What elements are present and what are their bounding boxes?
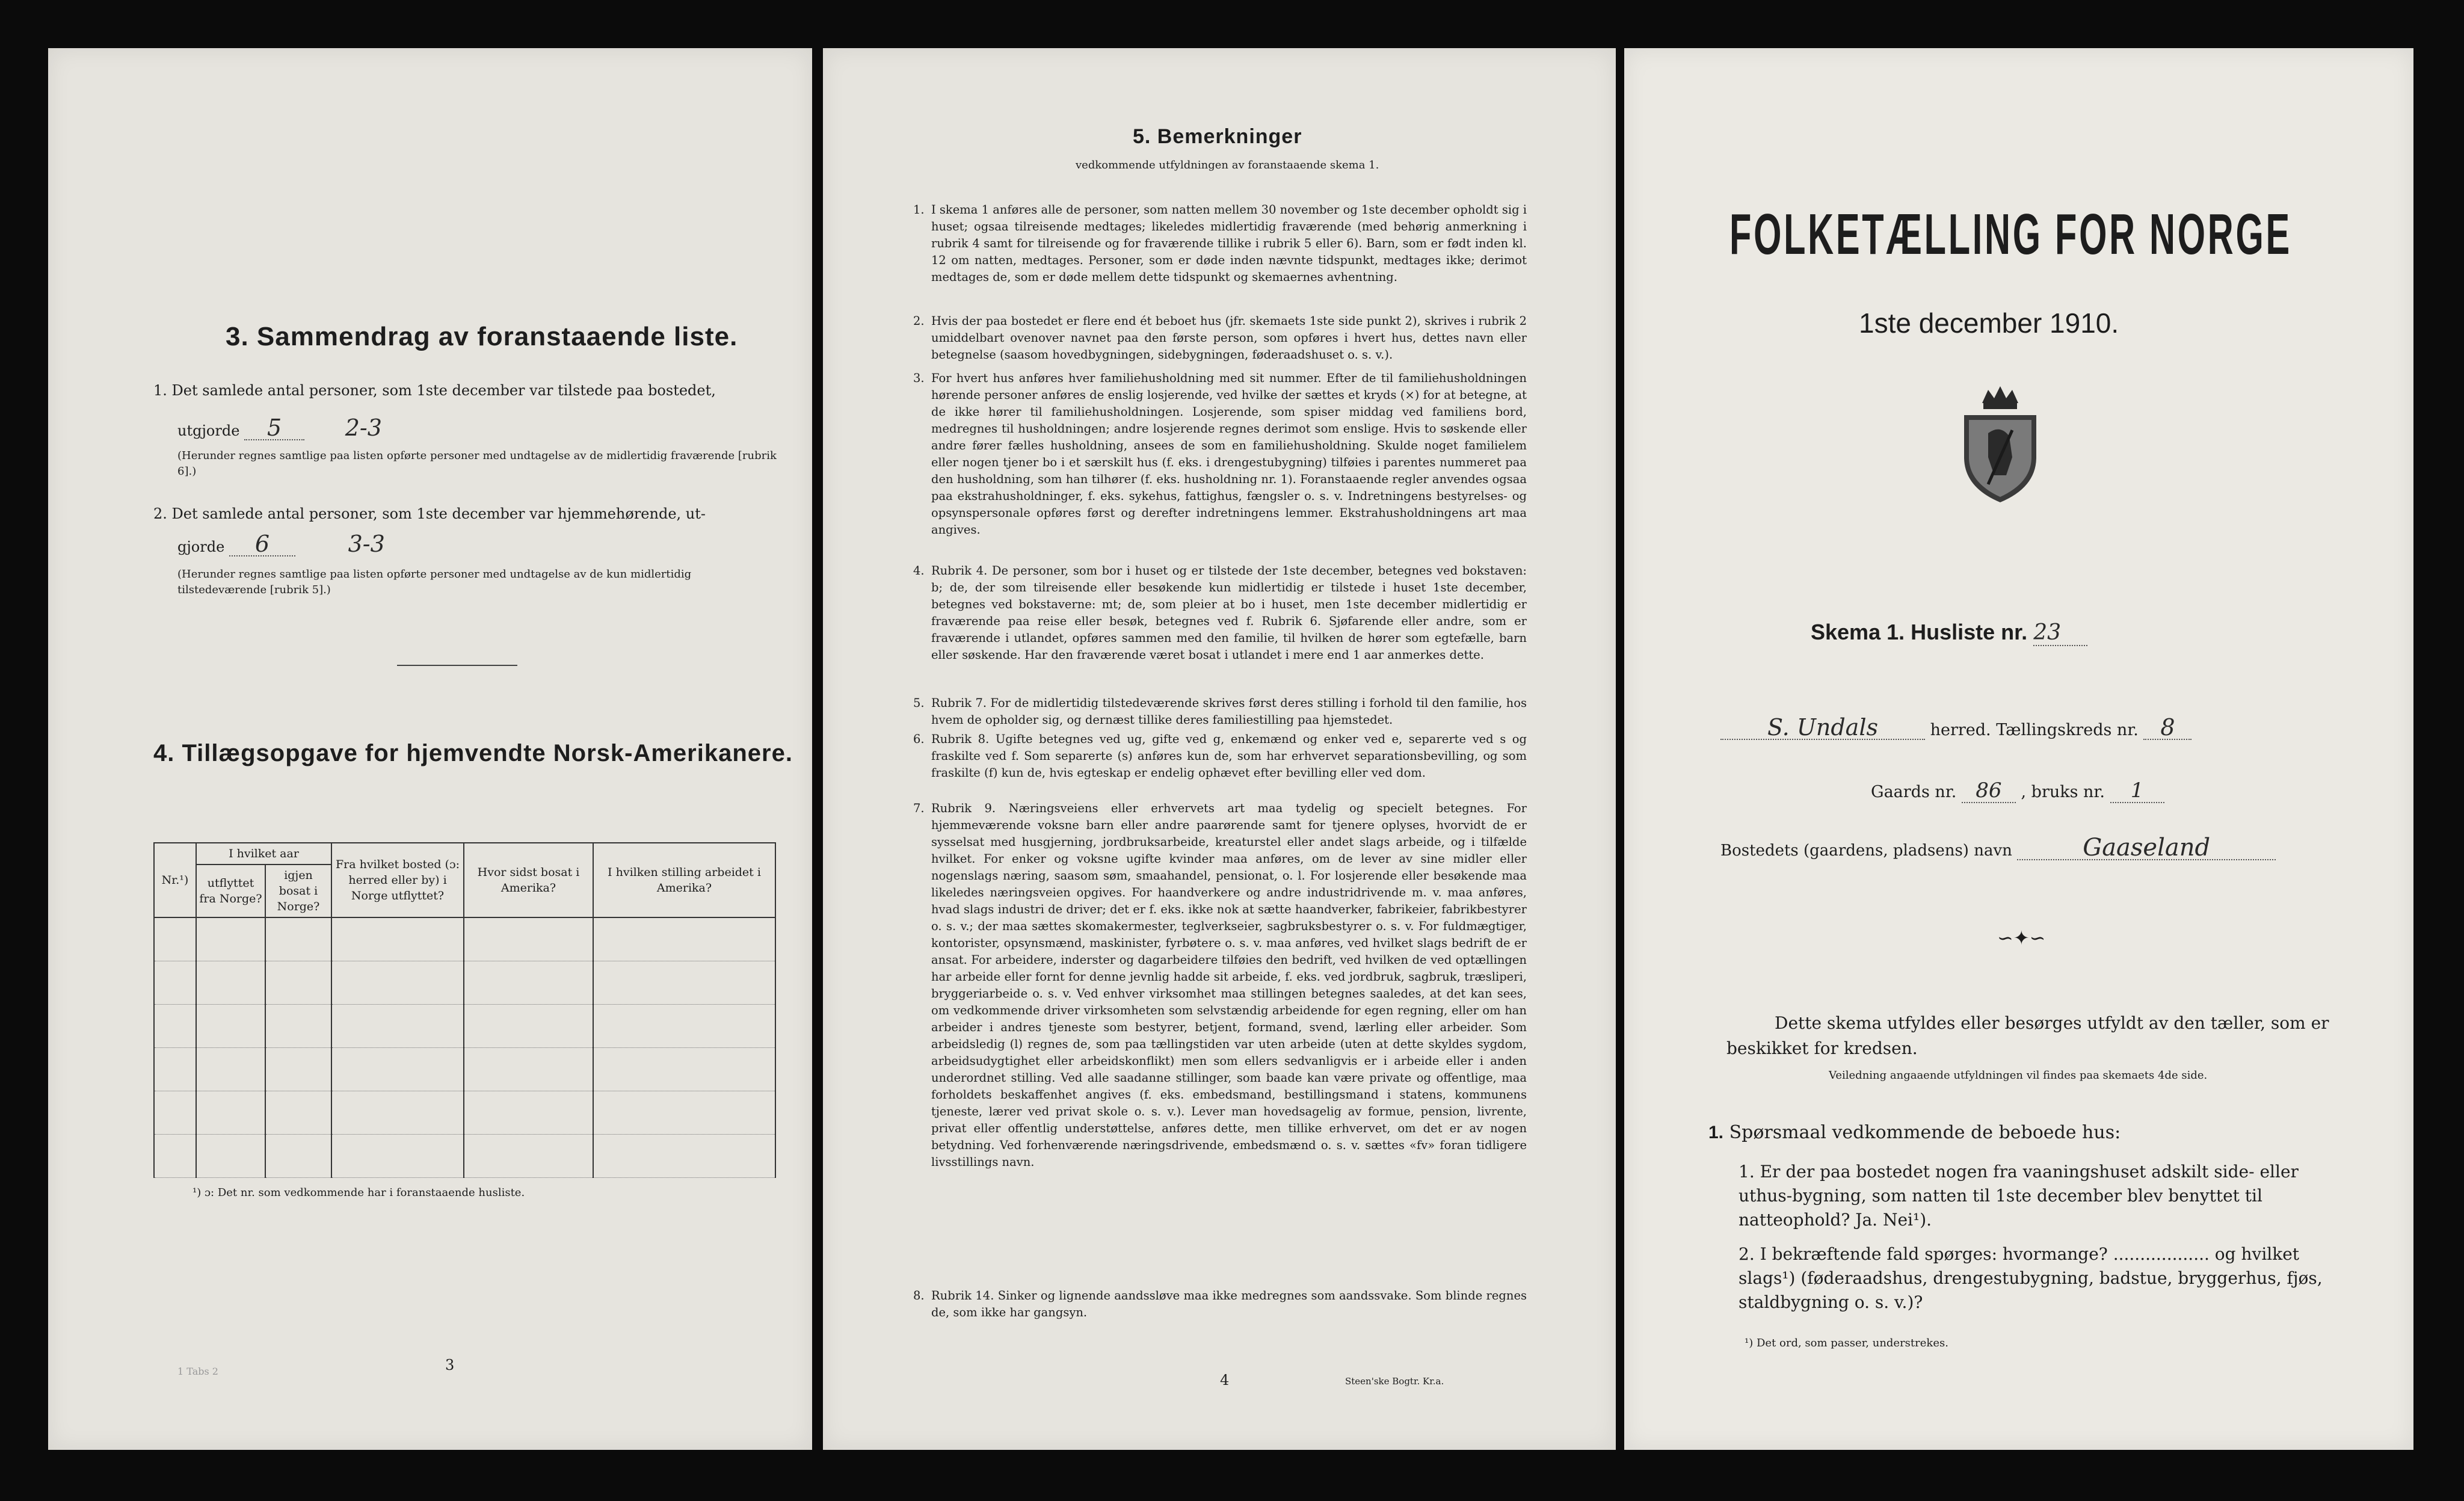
kreds-hand: 8 <box>2143 716 2191 740</box>
remark-item: 6. Rubrik 8. Ugifte betegnes ved ug, gifte ved g, enkemænd og enker ved e, separerte ved s og fraskilte ved f. Som separerte (s) anføres kun de, som har erhvervet separationsbevilling, og som fraskilte (f) kun de, hvis egteskap er endelig ophævet efter bevilling eller ved dom. <box>913 732 1527 780</box>
col-group-year: I hvilket aar <box>196 843 331 865</box>
col-igjen: igjen bosat i Norge? <box>265 865 331 917</box>
herred-line <box>1720 716 2191 742</box>
sec3-item2-text: 2. Det samlede antal personer, som 1ste december var hjemmehørende, ut- <box>153 505 706 522</box>
question-2: 2. I bekræftende fald spørges: hvormange? .................. og hvilket slags¹) (føderaadshus, drengestubygning, badstue, bryggerhus, fjøs, staldbygning o. s. v.)? <box>1739 1244 2323 1312</box>
sec3-item2-label: gjorde <box>177 538 225 555</box>
table-row <box>154 1135 775 1178</box>
col-stilling: I hvilken stilling arbeidet i Amerika? <box>593 843 775 917</box>
flourish-icon: ∽✦∽ <box>1997 926 2046 949</box>
norwegian-lion-shield-icon <box>1952 385 2048 508</box>
page-middle <box>823 48 1616 1450</box>
question-footnote: ¹) Det ord, som passer, understrekes. <box>1745 1337 1948 1349</box>
remark-item: 3. For hvert hus anføres hver familiehusholdning med sit nummer. Efter de til familiehusholdningen hørende personer anføres de enslig losjerende, ved hvilke der sættes et kryds (×) for at betegne, at de ikke hører til familiehusholdningen. Losjerende, som spiser middag ved familiens bord, medregnes til husholdningen; andre losjerende regnes derimot som enslige. Hvis to søskende eller andre fører fælles husholdning, ansees de som en familiehusholdning. Skulde noget familielem eller nogen tjener bo i et særskilt hus (f. eks. i drengestubygning) tilføies i parentes nummeret paa den husholdning, som han tilhører (f. eks. husholdning nr. 1). Foranstaaende regler anvendes ogsaa paa ekstrahusholdninger, f. eks. sykehus, fattighus, fængsler o. s. v. Indretningens bestyrelses- og opsynspersonale opføres først og derefter indretningens lemmer. Ekstrahusholdningens art maa angives. <box>913 371 1527 537</box>
remark-item: 1. I skema 1 anføres alle de personer, som natten mellem 30 november og 1ste december opholdt sig i huset; ogsaa tilreisende medtages; likeledes midlertidig fraværende (med behørig anmerkning i rubrik 4 samt for tilreisende og for fraværende tillike i rubrik 5 eller 6). Barn, som er født inden kl. 12 om natten, medtages. Personer, som er døde inden nævnte tidspunkt, medtages ikke; derimot medtages de, som er døde mellem dette tidspunkt og skemaernes avhentning. <box>913 203 1527 284</box>
document-title: FOLKETÆLLING FOR NORGE <box>1729 202 2292 267</box>
page-number: 3 <box>445 1357 455 1373</box>
intro-text: Dette skema utfyldes eller besørges utfyldt av den tæller, som er beskikket for kredsen. <box>1726 1013 2329 1058</box>
herred-hand: S. Undals <box>1720 716 1925 740</box>
herred-label: herred. <box>1930 721 1991 739</box>
remark-item: 2. Hvis der paa bostedet er flere end ét beboet hus (jfr. skemaets 1ste side punkt 2), skrives i rubrik 2 umiddelbart ovenover navnet paa den første person, som opføres i hvert hus, dettes navn eller betegnelse (saasom hovedbygningen, sidebygningen, føderaadshuset o. s. v.). <box>913 314 1527 362</box>
sec3-item1-text: 1. Det samlede antal personer, som 1ste december var tilstede paa bostedet, <box>153 382 716 399</box>
sec3-item1-line <box>177 416 382 442</box>
sec3-item2-hand-b: 3-3 <box>348 531 385 557</box>
table-row <box>154 1005 775 1048</box>
gaards-label: Gaards nr. <box>1871 783 1957 801</box>
remark-item: 5. Rubrik 7. For de midlertidig tilstedeværende skrives først deres stilling i forhold til den familie, hos hvem de opholder sig, og dernæst tillike deres familiestilling paa hjemstedet. <box>913 696 1527 727</box>
page-right <box>1624 48 2413 1450</box>
sec3-item2-note: (Herunder regnes samtlige paa listen opførte personer med undtagelse av de kun midlertidig tilstedeværende [rubrik 5].) <box>177 568 692 596</box>
remark-item: 8. Rubrik 14. Sinker og lignende aandssløve maa ikke medregnes som aandssvake. Som blinde regnes de, som ikke har gangsyn. <box>913 1289 1527 1319</box>
gaards-line <box>1871 779 2164 804</box>
bruks-label: , bruks nr. <box>2021 783 2105 801</box>
remark-item: 4. Rubrik 4. De personer, som bor i huset og er tilstede der 1ste december, betegnes ved bokstaven: b; de, der som tilreisende eller besøkende kun midlertidig er tilstede i huset 1ste december, betegnes ved bokstaverne: mt; de, som pleier at bo i huset, men 1ste december midlertidig er fraværende paa reise eller besøk, betegnes ved f. Rubrik 6. Sjøfarende eller andre, som er fraværende i utlandet, opføres sammen med den familie, til hvilken de hører som egtefælle, barn eller søskende. Har den fraværende været bosat i utlandet i mere end 1 aar anmerkes dette. <box>913 564 1527 662</box>
norsk-amerikanere-table <box>153 842 776 1178</box>
husliste-nr: 23 <box>2033 620 2087 646</box>
skema-line <box>1811 620 2087 646</box>
intro-note: Veiledning angaaende utfyldningen vil findes paa skemaets 4de side. <box>1829 1069 2208 1082</box>
col-sidst: Hvor sidst bosat i Amerika? <box>464 843 593 917</box>
section4-title: 4. Tillægsopgave for hjemvendte Norsk-Amerikanere. <box>153 740 793 766</box>
remark-item: 7. Rubrik 9. Næringsveiens eller erhvervets art maa tydelig og specielt betegnes. For hjemmeværende voksne barn eller andre paarørende samt for tjenere oplyses, hvorvidt de er sysselsat med husgjerning, jordbruksarbeide, kreaturstel eller andet slags arbeide, og i tilfælde hvilket. For enker og voksne ugifte kvinder maa anføres, om de lever av sine midler eller nogenslags næring, saasom søm, smaahandel, pensionat, o. l. For losjerende eller besøkende maa likeledes næringsveien opgives. For haandverkere og andre industridrivende m. v. maa anføres, hvad slags industri de driver; det er f. eks. ikke nok at sætte haandverker, fabrikeier, fabrikbestyrer o. s. v.; der maa sættes skomakermester, teglverkseier, sagbruksbestyrer o. s. v. For fuldmægtiger, kontorister, opsynsmænd, maskinister, fyrbøtere o. s. v. maa anføres, ved hvilket slags bedrift de er ansat. For arbeidere, inderster og dagarbeidere tilføies den bedrift, ved hvilken de ved optællingen har arbeide eller fornt for denne jevnlig hadde sit arbeide, f. eks. ved jordbruk, sagbruk, træsliperi, bryggeriarbeide o. s. v. Ved enhver virksomhet maa stillingen betegnes saaledes, at det kan sees, om vedkommende driver virksomheten som selvstændig arbeidende for egen regning, eller om han arbeider i andres tjeneste som bestyrer, betjent, formand, svend, lærling eller arbeider. Som arbeidsledig (l) regnes de, som paa tællingstiden var uten arbeide (uten at dette skyldes sygdom, arbeidsudygtighet eller arbeidskonflikt) men som ellers sedvanligvis er i arbeide eller i anden underordnet stilling. Ved alle saadanne stillinger, som baade kan være private og offentlige, maa forholdets beskaffenhet angives (f. eks. embedsmand, bestillingsmand i statens, kommunens tjeneste, lærer ved privat skole o. s. v.). Lever man hovedsagelig av formue, pension, livrente, privat eller offentlig understøttelse, anføres dette, men tillike erhvervet, om det er av nogen betydning. Ved forhenværende næringsdrivende, embedsmænd o. s. v. sættes «fv» foran tidligere livsstillings navn. <box>913 801 1527 1169</box>
question-1: 1. Er der paa bostedet nogen fra vaaningshuset adskilt side- eller uthus-bygning, som natten til 1ste december blev benyttet til natteophold? Ja. Nei¹). <box>1739 1162 2299 1230</box>
skema-label: Skema 1. Husliste nr. <box>1811 620 2028 644</box>
bosted-hand: Gaaseland <box>2017 836 2276 860</box>
col-utflyttet: utflyttet fra Norge? <box>196 865 265 917</box>
remarks-title: 5. Bemerkninger <box>1133 125 1302 148</box>
page-number: 4 <box>1220 1372 1230 1389</box>
kreds-label: Tællingskreds nr. <box>1996 721 2139 739</box>
page-left <box>48 48 812 1450</box>
bruks-hand: 1 <box>2110 779 2164 803</box>
gaards-hand: 86 <box>1962 779 2016 803</box>
printer-mark: Steen'ske Bogtr. Kr.a. <box>1345 1376 1444 1387</box>
bosted-line <box>1720 836 2276 862</box>
col-nr: Nr.¹) <box>154 843 196 917</box>
corner-mark: 1 Tabs 2 <box>177 1366 218 1377</box>
sec3-item2-line <box>177 532 385 558</box>
sec3-item2-hand-a: 6 <box>229 532 295 556</box>
sec3-item1-note: (Herunder regnes samtlige paa listen opførte personer med undtagelse av de midlertidig fraværende [rubrik 6].) <box>177 449 777 478</box>
table-row <box>154 961 775 1005</box>
table-footnote: ¹) ɔ: Det nr. som vedkommende har i foranstaaende husliste. <box>192 1186 525 1199</box>
bosted-label: Bostedets (gaardens, pladsens) navn <box>1720 842 2012 860</box>
table-row <box>154 1091 775 1135</box>
table-row <box>154 917 775 961</box>
sec3-item1-label: utgjorde <box>177 422 240 439</box>
question-heading: 1. Spørsmaal vedkommende de beboede hus: <box>1708 1122 2121 1143</box>
divider <box>397 665 517 666</box>
census-date: 1ste december 1910. <box>1859 307 2119 339</box>
remarks-subtitle: vedkommende utfyldningen av foranstaaende skema 1. <box>1076 159 1379 171</box>
table-row <box>154 1048 775 1091</box>
sec3-item1-hand-a: 5 <box>244 416 304 440</box>
sec3-item1-hand-b: 2-3 <box>345 415 382 441</box>
section3-title: 3. Sammendrag av foranstaaende liste. <box>226 322 738 351</box>
col-fra: Fra hvilket bosted (ɔ: herred eller by) i Norge utflyttet? <box>331 843 464 917</box>
